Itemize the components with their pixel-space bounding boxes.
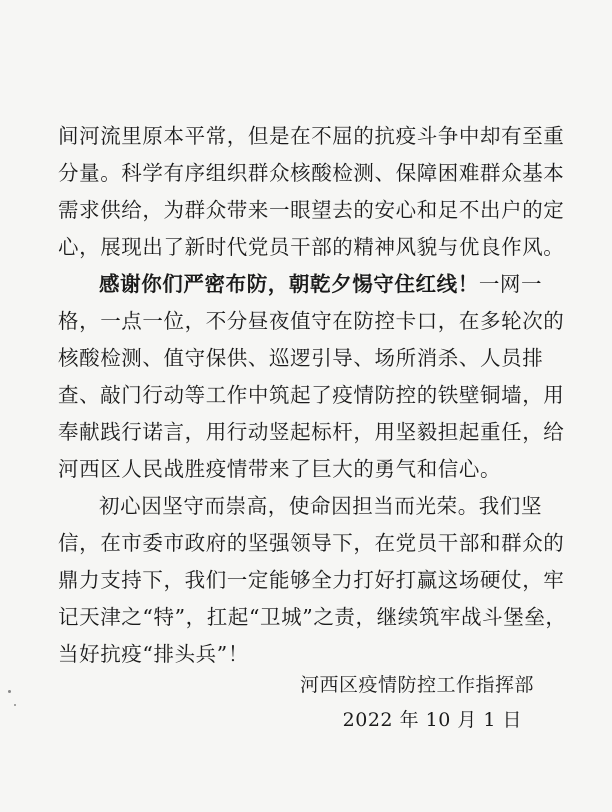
- signature-block: [234, 668, 534, 738]
- paragraph-1: 间河流里原本平常，但是在不屈的抗疫斗争中却有至重分量。科学有序组织群众核酸检测、保障困难群众基本需求供给，为群众带来一眼望去的安心和足不出户的定心，展现出了新时代党员干部的精神风貌与优良作风。: [58, 124, 565, 259]
- scan-speck: [8, 690, 11, 693]
- scan-speck: [14, 704, 16, 706]
- letter-body: [58, 118, 580, 673]
- paragraph-3: 初心因坚守而崇高，使命因担当而光荣。我们坚信，在市委市政府的坚强领导下，在党员干部和群众的鼎力支持下，我们一定能够全力打好打赢这场硬仗，牢记天津之“特”，扛起“卫城”之责，继续筑牢战斗堡垒，当好抗疫“排头兵”！: [58, 494, 567, 666]
- signature-organization: 河西区疫情防控工作指挥部: [299, 674, 534, 696]
- paragraph-2-body: 一网一格，一点一位，不分昼夜值守在防控卡口，在多轮次的核酸检测、值守保供、巡逻引导、场所消杀、人员排查、敲门行动等工作中筑起了疫情防控的铁壁铜墙，用奉献践行诺言，用行动竖起标杆，用坚毅担起重任，给河西区人民战胜疫情带来了巨大的勇气和信心。: [58, 272, 565, 481]
- paragraph-2: [58, 266, 580, 488]
- signature-date: 2022 年 10 月 1 日: [342, 709, 522, 731]
- paragraph-2-emphasis: 感谢你们严密布防，朝乾夕惕守住红线！: [99, 272, 479, 296]
